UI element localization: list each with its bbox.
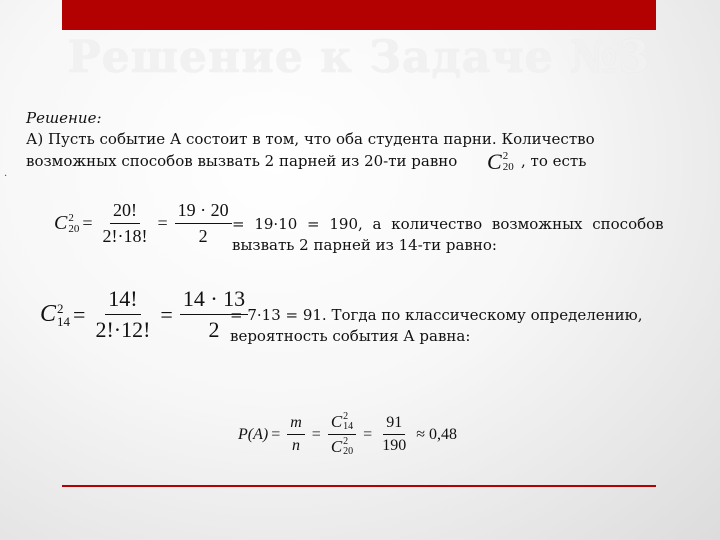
denominator: 190: [382, 437, 407, 454]
fraction-factorial: [100, 200, 151, 247]
denominator: 2!·12!: [95, 317, 151, 342]
text-result-2: = 7·13 = 91. Тогда по классическому определению,: [230, 306, 643, 324]
numerator: m: [287, 414, 305, 435]
text-result-1-cont: вызвать 2 парней из 14-ти равно:: [232, 236, 497, 254]
combination-indices: [57, 302, 70, 328]
probability-lhs: P(A): [238, 425, 269, 443]
equals-sign: =: [82, 213, 93, 233]
fraction-factorial: [92, 286, 153, 343]
superscript: 2: [343, 411, 349, 422]
stray-dot: .: [4, 168, 8, 179]
combination-symbol: C: [330, 437, 343, 456]
subscript: 20: [343, 446, 354, 457]
combination-indices: [343, 412, 353, 432]
numerator: [328, 412, 356, 435]
fraction-combinations: [328, 412, 356, 457]
superscript: 2: [68, 211, 74, 224]
numerator: 19 · 20: [175, 200, 232, 224]
text-result-1: = 19·10 = 190, а количество возможных способов: [232, 215, 664, 233]
combination-symbol: C: [330, 412, 343, 431]
superscript: 2: [343, 436, 349, 447]
subscript: 14: [343, 421, 354, 432]
equals-sign: =: [73, 301, 86, 327]
bottom-accent-line: [62, 485, 656, 487]
combination-indices: [343, 437, 353, 457]
text-result-2-cont: вероятность события А равна:: [230, 327, 471, 345]
numerator: 14!: [105, 286, 140, 315]
numerator: 91: [383, 414, 405, 435]
denominator: n: [292, 437, 301, 454]
text-line-2: возможных способов вызвать 2 парней из 20-ти равно: [26, 152, 458, 170]
slide-title: Решение к Задаче №3: [67, 32, 651, 83]
fraction-numeric: [379, 414, 409, 455]
text-line-1: А) Пусть событие А состоит в том, что оба студента парни. Количество: [26, 130, 595, 148]
superscript: 2: [57, 300, 64, 316]
equals-sign: =: [157, 213, 168, 233]
equals-sign: =: [311, 425, 321, 443]
approx-result: ≈ 0,48: [416, 425, 457, 443]
denominator: [328, 435, 356, 457]
top-accent-bar: [62, 0, 656, 30]
subscript: 20: [502, 161, 514, 173]
combination-indices: [68, 213, 79, 235]
formula-c14-2: [40, 286, 252, 343]
fraction-m-over-n: [287, 414, 305, 455]
combination-symbol: C: [54, 212, 68, 234]
subscript: 14: [57, 313, 71, 329]
subscript: 20: [68, 222, 80, 235]
numerator: 20!: [110, 200, 140, 224]
text-line-2-tail: , то есть: [521, 152, 587, 170]
numerator: 14 · 13: [180, 286, 248, 315]
denominator: 2: [198, 226, 208, 246]
fraction-product: [175, 200, 232, 247]
formula-inline-combination: [487, 149, 514, 175]
denominator: 2: [208, 317, 220, 342]
formula-probability: [238, 412, 460, 457]
solution-heading: Решение:: [26, 109, 102, 127]
equals-sign: =: [271, 425, 281, 443]
superscript: 2: [502, 150, 509, 162]
formula-c20-2: [54, 200, 236, 247]
combination-symbol: C: [487, 149, 502, 174]
combination-symbol: C: [40, 301, 57, 327]
equals-sign: =: [160, 301, 173, 327]
combination-indices: [503, 151, 514, 173]
denominator: 2!·18!: [102, 226, 148, 246]
equals-sign: =: [363, 425, 373, 443]
